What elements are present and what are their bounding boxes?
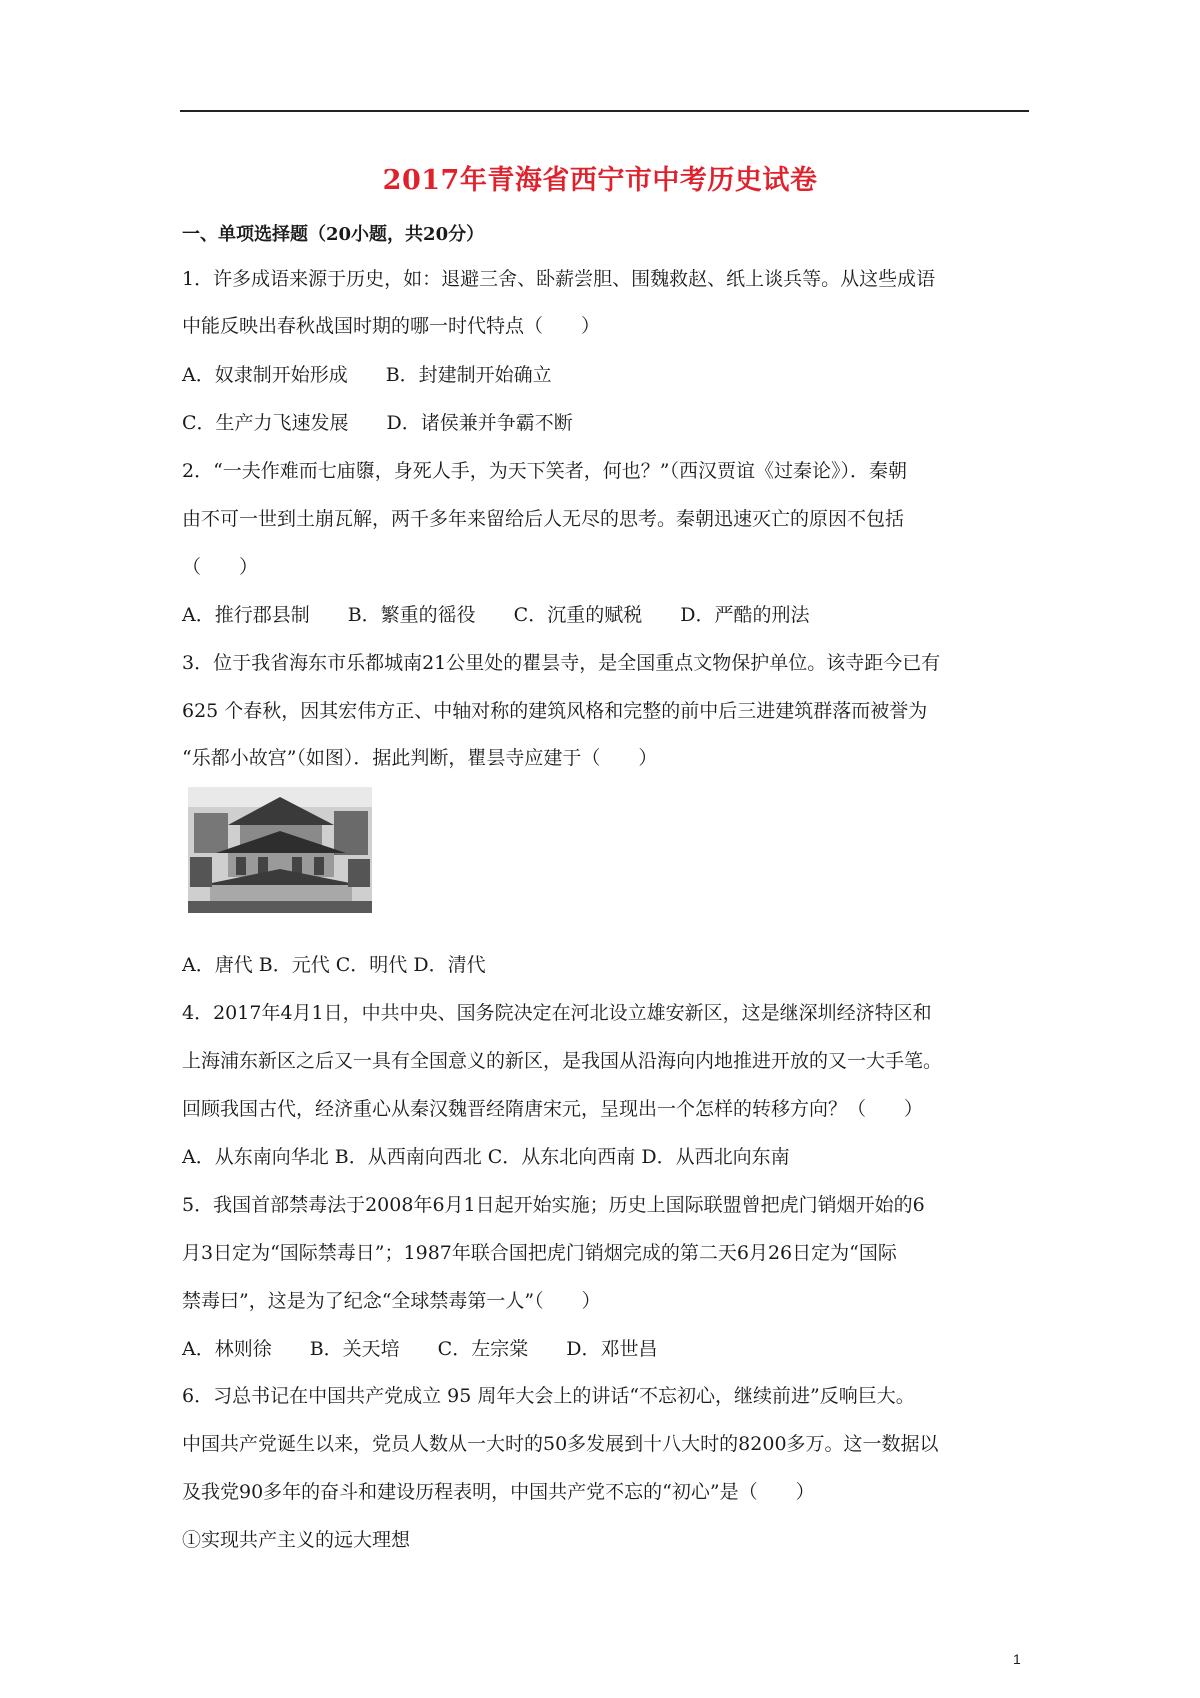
answer-options: A．推行郡县制 B．繁重的徭役 C．沉重的赋税 D．严酷的刑法 — [182, 604, 810, 626]
question-line: （ ） — [182, 556, 259, 578]
question-line: 5．我国首部禁毒法于2008年6月1日起开始实施；历史上国际联盟曾把虎门销烟开始的6 — [182, 1194, 925, 1216]
exam-title: 2017年青海省西宁市中考历史试卷 — [382, 165, 818, 196]
question-line: 4．2017年4月1日，中共中央、国务院决定在河北设立雄安新区，这是继深圳经济特区和 — [182, 1002, 932, 1024]
question-line: 中国共产党诞生以来，党员人数从一大时的50多发展到十八大时的8200多万。这一数据以 — [182, 1433, 939, 1455]
answer-options: A．唐代 B．元代 C．明代 D．清代 — [182, 954, 486, 976]
question-line: 及我党90多年的奋斗和建设历程表明，中国共产党不忘的“初心”是（ ） — [182, 1481, 815, 1503]
question-line: 625 个春秋，因其宏伟方正、中轴对称的建筑风格和完整的前中后三进建筑群落而被誉为 — [182, 700, 928, 722]
question-line: 回顾我国古代，经济重心从秦汉魏晋经隋唐宋元，呈现出一个怎样的转移方向？（ ） — [182, 1098, 924, 1120]
answer-options: A．林则徐 B．关天培 C．左宗棠 D．邓世昌 — [182, 1338, 658, 1360]
section-heading: 一、单项选择题（20小题，共20分） — [182, 224, 485, 245]
qutan-temple-photo — [188, 787, 372, 913]
question-line: 1．许多成语来源于历史，如：退避三舍、卧薪尝胆、围魏救赵、纸上谈兵等。从这些成语 — [182, 268, 936, 290]
page-number: 1 — [1013, 1651, 1021, 1667]
temple-image — [188, 787, 372, 913]
header-rule — [180, 110, 1029, 112]
statement-item: ①实现共产主义的远大理想 — [182, 1529, 411, 1551]
question-line: 月3日定为“国际禁毒日”；1987年联合国把虎门销烟完成的第二天6月26日定为“国际 — [182, 1242, 897, 1264]
question-line: 3．位于我省海东市乐都城南21公里处的瞿昙寺，是全国重点文物保护单位。该寺距今已有 — [182, 652, 941, 674]
question-line: 6．习总书记在中国共产党成立 95 周年大会上的讲话“不忘初心，继续前进”反响巨大。 — [182, 1385, 915, 1407]
question-line: 由不可一世到土崩瓦解，两千多年来留给后人无尽的思考。秦朝迅速灭亡的原因不包括 — [182, 508, 905, 530]
question-line: 禁毒曰”，这是为了纪念“全球禁毒第一人”（ ） — [182, 1290, 601, 1312]
question-line: “乐都小故宫”（如图）．据此判断，瞿昙寺应建于（ ） — [182, 747, 658, 769]
question-line: 2．“一夫作难而七庙隳，身死人手，为天下笑者，何也？”（西汉贾谊《过秦论》）．秦朝 — [182, 460, 908, 482]
answer-options: A．奴隶制开始形成 B．封建制开始确立 — [182, 364, 552, 386]
question-line: 上海浦东新区之后又一具有全国意义的新区，是我国从沿海向内地推进开放的又一大手笔。 — [182, 1050, 943, 1072]
answer-options: C．生产力飞速发展 D．诸侯兼并争霸不断 — [182, 412, 573, 434]
question-line: 中能反映出春秋战国时期的哪一时代特点（ ） — [182, 315, 601, 337]
answer-options: A．从东南向华北 B．从西南向西北 C．从东北向西南 D．从西北向东南 — [182, 1146, 790, 1168]
